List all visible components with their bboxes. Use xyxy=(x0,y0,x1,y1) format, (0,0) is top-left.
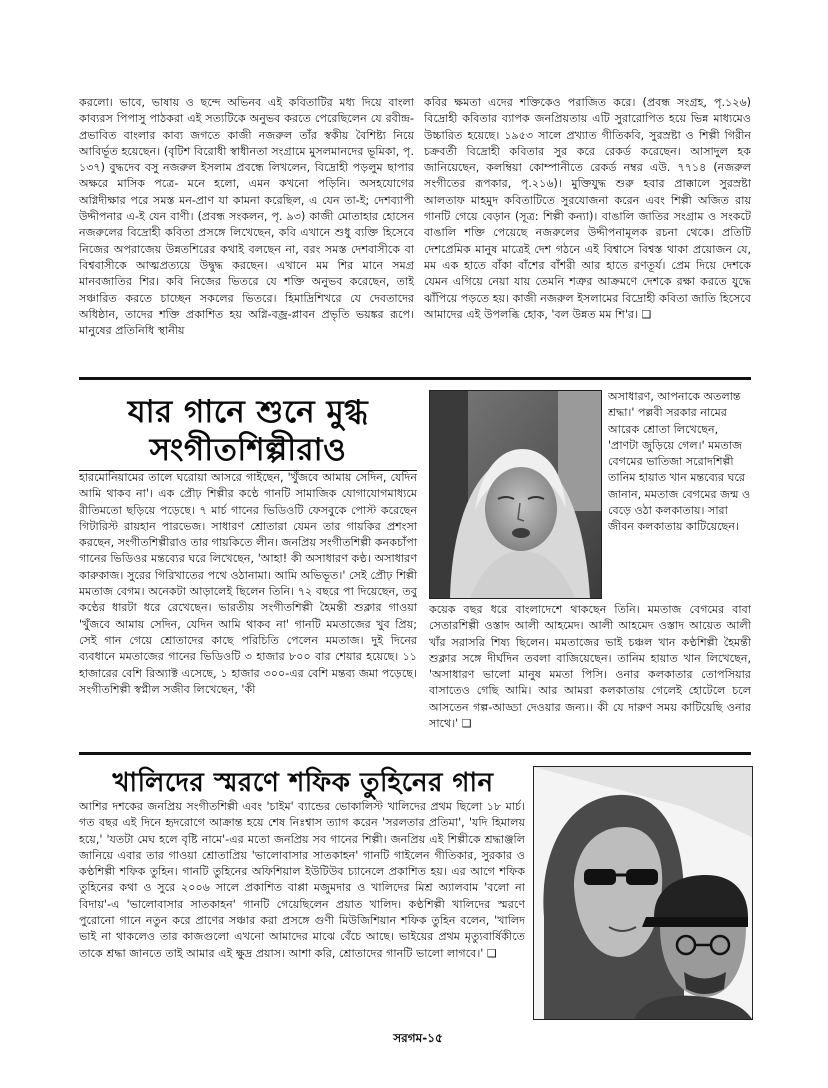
page-number: সরগম-১৫ xyxy=(393,1031,443,1045)
article2-title-line2: সংগীতশিল্পীরাও xyxy=(149,432,347,468)
singer-photo xyxy=(429,390,602,599)
singers-illustration-art xyxy=(534,767,752,1019)
singer-photo-illustration xyxy=(430,391,601,598)
article3-body: আশির দশকের জনপ্রিয় সংগীতশিল্পী এবং 'চাইম' ব্যান্ডের ভোকালিস্ট খালিদের প্রথম ছিলো ১৮ মার্চ। গত বছর এই দিনে হৃদরোগে আক্রান্ত হয়ে শেষ নিঃশ্বাস ত্যাগ করেন 'সরলতার প্রতিমা', 'যদি হিমালয় হয়ে,' 'যতটা মেঘ হলে বৃষ্টি নামে'-এর মতো জনপ্রিয় সব গানের শিল্পী। জনপ্রিয় এই শিল্পীকে শ্রদ্ধাঞ্জলি জানিয়ে এবার তার গাওয়া শ্রোতাপ্রিয় 'ভালোবাসার সাতকাহন' গানটি গাইলেন গীতিকার, সুরকার ও কণ্ঠশিল্পী শফিক তুহিন। গানটি তুহিনের অফিশিয়াল ইউটিউব চ্যানেলে প্রকাশিত হয়। এর আগে শফিক তুহিনের কথা ও সুরে ২০০৬ সালে প্রকাশিত বাপ্পা মজুমদার ও খালিদের মিশ্র অ্যালবাম 'বলো না বিদায়'-এ 'ভালোবাসার সাতকাহন' গানটি গেয়েছিলেন প্রয়াত খালিদ। কণ্ঠশিল্পী খালিদের স্মরণে পুরোনো গানে নতুন করে প্রাণের সঞ্চার করা প্রসঙ্গে গুণী মিউজিশিয়ান শফিক তুহিন বলেন, 'খালিদ ভাই না থাকলেও তার কাজগুলো এখনো আমাদের মাঝে বেঁচে আছে। ভাইয়ের প্রথম মৃত্যুবার্ষিকীতে তাকে শ্রদ্ধা জানতে তাই আমার এই ক্ষুদ্র প্রয়াস। আশা করি, শ্রোতাদের গানটি ভালো লাগবে।' ❑ xyxy=(79,800,525,960)
article2-body-left: হারমোনিয়ামের তালে ঘরোয়া আসরে গাইছেন, 'খুঁজবে আমায় সেদিন, যেদিন আমি থাকব না'। এক প্রৌঢ় শিল্পীর কণ্ঠে গানটি সামাজিক যোগাযোগমাধ্যমে রীতিমতো ছড়িয়ে পড়েছে। ৭ মার্চ গানের ভিডিওটি ফেসবুকে পোস্ট করেছেন গিটারিস্ট রায়হান পারভেজ। সাধারণ শ্রোতারা যেমন তার গায়কির প্রশংসা করছেন, সংগীতশিল্পীরাও তার গায়কিতে লীন। জনপ্রিয় সংগীতশিল্পী কনকচাঁপা গানের ভিডিওর মন্তব্যের ঘরে লিখেছেন, 'আহা! কী অসাধারণ কণ্ঠ। অসাধারণ কারুকাজ। সুরের গিরিখাতের পথে ওঠানামা। আমি অভিভূত।' সেই প্রৌঢ় শিল্পী মমতাজ বেগম। অনেকটা আড়ালেই ছিলেন তিনি। ৭২ বছরে পা দিয়েছেন, তবু কণ্ঠের ধারটা ধরে রেখেছেন। ভারতীয় সংগীতশিল্পী হৈমন্তী শুক্লার গাওয়া 'খুঁজবে আমায় সেদিন, যেদিন আমি থাকব না' গানটি মমতাজের খুব প্রিয়; সেই গান গেয়ে শ্রোতাদের কাছে পরিচিতি পেলেন মমতাজ। দুই দিনের ব্যবধানে মমতাজের গানের ভিডিওটি ৩ হাজার ৮০০ বার শেয়ার হয়েছে। ১১ হাজারের বেশি রিঅ্যাক্ট এসেছে, ১ হাজার ৩০০-এর বেশি মন্তব্য জমা পড়েছে। সংগীতশিল্পী স্বপ্নীল সজীব লিখেছেন, 'কী xyxy=(79,471,417,696)
section-divider-bottom xyxy=(79,752,751,755)
article2-body-right-wide: কয়েক বছর ধরে বাংলাদেশে থাকছেন তিনি। মমতাজ বেগমের বাবা সেতারশিল্পী ওস্তাদ আলী আহমেদ। আলী আহমেদ ওস্তাদ আয়েত আলী খাঁর সরাসরি শিষ্য ছিলেন। মমতাজের ভাই চঞ্চল খান কণ্ঠশিল্পী হৈমন্তী শুক্লার সঙ্গে দীর্ঘদিন তবলা বাজিয়েছেন। তানিম হায়াত খান লিখেছেন, 'অসাধারণ ভালো মানুষ মমতা পিসি। ওনার কলকাতার তোপসিয়ার বাসাতেও গেছি আমি। আর আমরা কলকাতায় গেলেই হোটেলে চলে আসতেন গল্প-আড্ডা দেওয়ার জন্য।। কী যে দারুণ সময় কাটিয়েছি ওনার সাথে।' ❑ xyxy=(429,603,751,731)
article2-title-line1: যার গানে শুনে মুগ্ধ xyxy=(127,394,369,430)
article2-body-right-narrow: অসাধারণ, আপনাকে অতলান্ত শ্রদ্ধা।' পল্লবী সরকার নামের আরেক শ্রোতা লিখেছেন, 'প্রাণটা জুড়িয়ে গেল।' মমতাজ বেগমের ভাতিজা সরোদশিল্পী তানিম হায়াত খান মন্তব্যের ঘরে জানান, মমতাজ বেগমের জন্ম ও বেড়ে ওঠা কলকাতায়। সারা জীবন কলকাতায় কাটিয়েছেন। xyxy=(608,390,751,534)
top-right-column: কবির ক্ষমতা এদের শক্তিকেও পরাজিত করে। (প্রবন্ধ সংগ্রহ, পৃ.১২৬) বিদ্রোহী কবিতার ব্যাপক জনপ্রিয়তায় এটি সুরারোপিত হয়ে ভিন্ন মাধ্যমেও উচ্চারিত হয়েছে। ১৯৫৩ সালে প্রখ্যাত গীতিকবি, সুরস্রষ্টা ও শিল্পী গিরীন চক্রবর্তী বিদ্রোহী কবিতার সুর করে রেকর্ড করেছেন। আসাদুল হক জানিয়েছেন, কলম্বিয়া কোম্পানীতে রেকর্ড নম্বর এউ. ৭৭১৪ (নজরুল সংগীতের রূপকার, পৃ.২১৬)। মুক্তিযুদ্ধ শুরু হবার প্রাক্কালে সুরস্রষ্টা আলতাফ মাহমুদ কবিতাটিতে সুরযোজনা করেন এবং শিল্পী অজিত রায় গানটি গেয়ে বেড়ান (সূত্র: শিল্পী কন্যা)। বাঙালি জাতির সংগ্রাম ও সংকটে বাঙালি শক্তি পেয়েছে নজরুলের উদ্দীপনামূলক রচনা থেকে। প্রতিটি দেশপ্রেমিক মানুষ মাত্রেই দেশ গঠনে এই বিশ্বাসে বিশ্বস্ত থাকা প্রয়োজন যে, মম এক হাতে বাঁকা বাঁশের বাঁশরী আর হাতে রণতূর্য। প্রেম দিয়ে দেশকে যেমন এগিয়ে নেয়া যায় তেমনি শত্রুর আক্রমণে দেশকে রক্ষা করতে যুদ্ধে ঝাঁপিয়ে পড়তে হয়। কাজী নজরুল ইসলামের বিদ্রোহী কবিতা জাতি হিসেবে আমাদের এই উপলব্ধি হোক, 'বল উন্নত মম শি'র। ❑ xyxy=(424,96,751,321)
top-left-column: করলো। ভাবে, ভাষায় ও ছন্দে অভিনব এই কবিতাটির মধ্য দিয়ে বাংলা কাব্যরস পিপাসু পাঠকরা এই সত্যটিকে অনুভব করতে পেরেছিলেন যে রবীন্দ্র-প্রভাবিত বাংলার কাব্য জগতে কাজী নজরুল তাঁর স্বকীয় বৈশিষ্ট্য নিয়ে আবির্ভূত হয়েছেন। (বৃটিশ বিরোধী স্বাধীনতা সংগ্রামে মুসলমানদের ভূমিকা, পৃ. ১৩৭) বুদ্ধদেব বসু নজরুল ইসলাম প্রবন্ধে লিখলেন, বিদ্রোহী পড়লুম ছাপার অক্ষরে মাসিক পত্রে- মনে হলো, এমন কখনো পড়িনি। অসহযোগের অগ্নিদীক্ষার পরে সমস্ত মন-প্রাণ যা কামনা করেছিল, এ যেন তা-ই; দেশব্যাপী উদ্দীপনার এ-ই যেন বাণী। (প্রবন্ধ সংকলন, পৃ. ৯৩) কাজী মোতাহার হোসেন নজরুলের বিদ্রোহী কবিতা প্রসঙ্গে লিখেছেন, কবি এখানে শুধু ব্যক্তি হিসেবে নিজের অপরাজেয় উন্নতশিরের কথাই বলছেন না, বরং সমস্ত দেশবাসীকে বা বিশ্ববাসীকে আত্মপ্রত্যয়ে উদ্বুদ্ধ করছেন। এখানে মম শির মানে সমগ্র মানবজাতির শির। কবি নিজের ভিতরে যে শক্তি অনুভব করেছেন, তাই সঞ্চারিত করতে চাচ্ছেন সকলের ভিতরে। হিমাদ্রিশিখরে যে দেবতাদের অধিষ্ঠান, তাদের শক্তি প্রকাশিত হয় অগ্নি-বজ্র-প্লাবন প্রভৃতি ভয়ঙ্কর রূপে। মানুষের প্রতিনিধি স্থানীয় xyxy=(79,96,414,338)
singers-illustration xyxy=(533,766,753,1020)
section-divider-top xyxy=(79,377,751,380)
article3-title: খালিদের স্মরণে শফিক তুহিনের গান xyxy=(112,768,494,798)
